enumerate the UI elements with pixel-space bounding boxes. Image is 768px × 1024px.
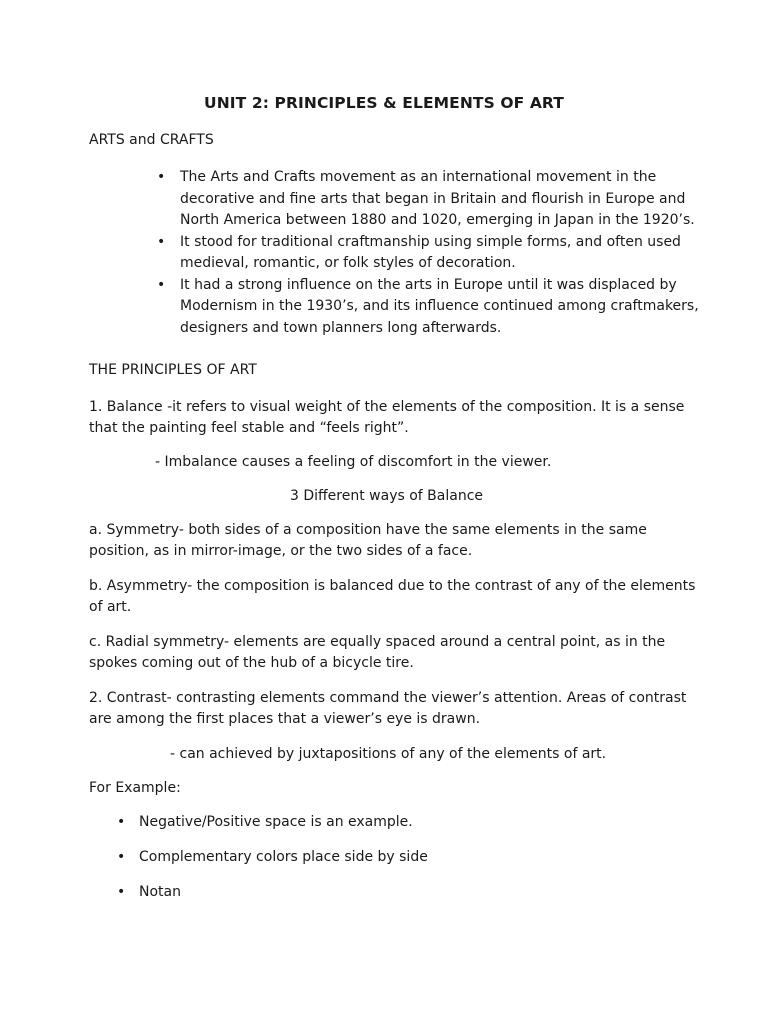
list-item bbox=[157, 167, 717, 232]
list-item-text: The Arts and Crafts movement as an international movement in the decorative and fine arts that began in Britain and flourish in Europe and North America between 1880 and 1020, emerging in Japan in the 1920’s. bbox=[180, 169, 695, 228]
contrast-note: - can achieved by juxtapositions of any of the elements of art. bbox=[170, 746, 607, 762]
section-heading-principles: THE PRINCIPLES OF ART bbox=[89, 362, 257, 378]
list-item-text: It had a strong influence on the arts in Europe until it was displaced by Modernism in the 1930’s, and its influence continued among craftmakers, designers and town planners long afterwards. bbox=[180, 276, 699, 336]
list-item-text: Negative/Positive space is an example. bbox=[139, 814, 413, 830]
list-item bbox=[157, 232, 717, 275]
symmetry-text-line: a. Symmetry- both sides of a composition have the same elements in the same bbox=[89, 522, 647, 538]
imbalance-note: - Imbalance causes a feeling of discomfort in the viewer. bbox=[155, 454, 552, 470]
list-item bbox=[117, 847, 428, 882]
balance-text-line: 1. Balance -it refers to visual weight of the elements of the composition. It is a sense bbox=[89, 399, 685, 415]
example-heading: For Example: bbox=[89, 780, 181, 796]
list-item-text: Notan bbox=[139, 884, 181, 900]
list-item bbox=[117, 812, 428, 847]
bullet-icon: • bbox=[157, 233, 166, 250]
section-heading-arts-crafts: ARTS and CRAFTS bbox=[89, 132, 214, 148]
radial-symmetry-text-line: spokes coming out of the hub of a bicycle tire. bbox=[89, 655, 414, 671]
bullet-icon: • bbox=[157, 169, 166, 185]
contrast-text-line: 2. Contrast- contrasting elements command the viewer’s attention. Areas of contrast bbox=[89, 690, 687, 706]
contrast-text-line: are among the first places that a viewer’s eye is drawn. bbox=[89, 711, 481, 727]
list-item-text: It stood for traditional craftmanship using simple forms, and often used medieval, romantic, or folk styles of decoration. bbox=[180, 233, 681, 271]
bullet-icon: • bbox=[157, 276, 166, 293]
example-bullet-list bbox=[117, 812, 428, 917]
bullet-icon: • bbox=[117, 814, 126, 830]
list-item-text: Complementary colors place side by side bbox=[139, 849, 428, 865]
symmetry-text-line: position, as in mirror-image, or the two sides of a face. bbox=[89, 543, 473, 559]
bullet-icon: • bbox=[117, 849, 126, 865]
balance-ways-heading: 3 Different ways of Balance bbox=[290, 488, 483, 504]
document-title: UNIT 2: PRINCIPLES & ELEMENTS OF ART bbox=[204, 94, 564, 112]
arts-crafts-bullet-list bbox=[157, 167, 717, 339]
asymmetry-text-line: of art. bbox=[89, 599, 132, 615]
list-item bbox=[157, 275, 717, 340]
asymmetry-text-line: b. Asymmetry- the composition is balanced due to the contrast of any of the elements bbox=[89, 578, 696, 594]
list-item bbox=[117, 882, 428, 917]
bullet-icon: • bbox=[117, 884, 126, 900]
balance-text-line: that the painting feel stable and “feels right”. bbox=[89, 420, 409, 436]
radial-symmetry-text-line: c. Radial symmetry- elements are equally spaced around a central point, as in the bbox=[89, 634, 666, 650]
